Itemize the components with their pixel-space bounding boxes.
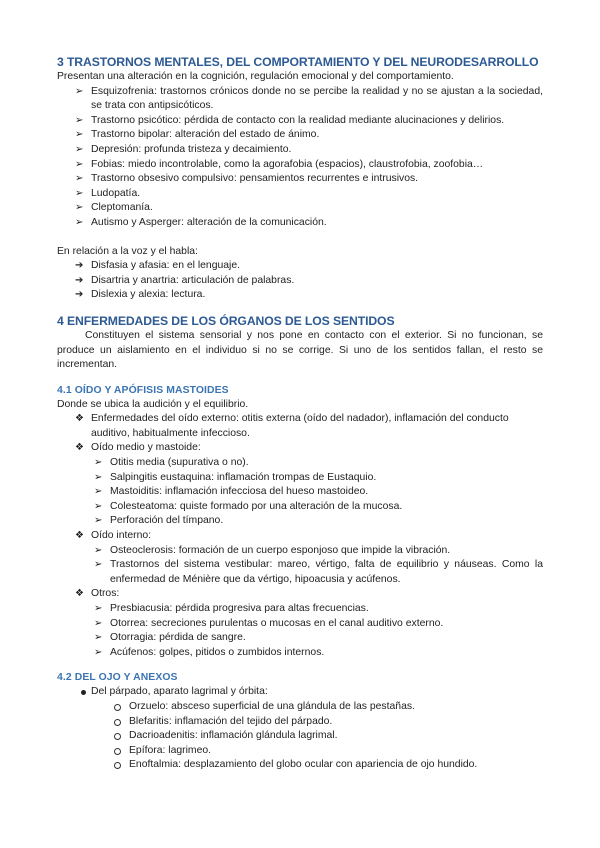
arrowhead-bullet-icon: ➢ [94,486,103,498]
arrow-bullet-icon: ➔ [75,260,84,272]
arrow-bullet-icon: ➔ [75,289,84,301]
list-item: ➢ Osteoclerosis: formación de un cuerpo esponjoso que impide la vibración. [57,544,543,559]
list-item: ➢ Otitis media (supurativa o no). [57,456,543,471]
list-item: ❖ Enfermedades del oído externo: otitis externa (oído del nadador), inflamación del conducto auditivo, habitualmente infeccioso. [75,413,509,439]
arrowhead-bullet-icon: ➢ [75,114,84,126]
arrowhead-bullet-icon: ➢ [94,471,103,483]
arrowhead-bullet-icon: ➢ [94,646,103,658]
list-item: ➢ Fobias: miedo incontrolable, como la agorafobia (espacios), claustrofobia, zoofobia… [57,158,543,173]
arrowhead-bullet-icon: ➢ [75,173,84,185]
arrowhead-bullet-icon: ➢ [94,515,103,527]
arrowhead-bullet-icon: ➢ [75,129,84,141]
section-4-2-heading: 4.2 DEL OJO Y ANEXOS [57,672,178,684]
dot-bullet-icon [81,690,86,695]
list-item: ➢ Autismo y Asperger: alteración de la comunicación. [57,216,543,231]
arrowhead-bullet-icon: ➢ [94,603,103,614]
section-4-1-heading: 4.1 OÍDO Y APÓFISIS MASTOIDES [57,384,229,396]
list-item: ➢ Cleptomanía. [57,201,543,216]
list-item: ➢ Trastorno obsesivo compulsivo: pensamientos recurrentes e intrusivos. [57,172,543,187]
list-item: ➢ Presbiacusia: pérdida progresiva para altas frecuencias. [57,602,543,617]
voice-speech-list [57,259,543,303]
list-item: ➔ Dislexia y alexia: lectura. [57,288,543,303]
arrowhead-bullet-icon: ➢ [75,143,84,155]
section-4-1-intro: Donde se ubica la audición y el equilibrio. [57,398,249,410]
list-item: Orzuelo: absceso superficial de una glándula de las pestañas. [57,700,543,715]
list-item: ➔ Disfasia y afasia: en el lenguaje. [57,259,543,274]
circle-bullet-icon [114,733,121,740]
diamond-bullet-icon: ❖ [75,530,84,542]
list-item: ➢ Ludopatía. [57,187,543,202]
list-item: ➢ Mastoiditis: inflamación infecciosa del hueso mastoideo. [57,485,543,500]
list-item: ➔ Disartria y anartria: articulación de palabras. [57,274,543,289]
list-item: ➢ Trastorno psicótico: pérdida de contacto con la realidad mediante alucinaciones y delirios. [57,114,543,129]
list-item: Blefaritis: inflamación del tejido del párpado. [57,715,543,730]
arrowhead-bullet-icon: ➢ [75,202,84,214]
section-3-intro: Presentan una alteración en la cognición, regulación emocional y del comportamiento. [57,71,454,82]
list-item: ➢ Salpingitis eustaquina: inflamación trompas de Eustaquio. [57,471,543,486]
circle-bullet-icon [114,704,121,711]
list-item: Enoftalmia: desplazamiento del globo ocular con apariencia de ojo hundido. [57,758,543,773]
arrowhead-bullet-icon: ➢ [94,457,103,469]
arrowhead-bullet-icon: ➢ [94,544,103,556]
section-4-heading: 4 ENFERMEDADES DE LOS ÓRGANOS DE LOS SENTIDOS [57,313,395,328]
list-item: ❖ Oído medio y mastoide: [57,441,543,456]
list-item: ➢ Otorragia: pérdida de sangre. [57,631,543,646]
eye-diseases-list [57,685,543,773]
arrowhead-bullet-icon: ➢ [75,187,84,199]
circle-bullet-icon [114,719,121,726]
diamond-bullet-icon: ❖ [75,588,84,600]
list-item: ➢ Otorrea: secreciones purulentas o mucosas en el canal auditivo externo. [57,617,543,632]
arrowhead-bullet-icon: ➢ [75,216,84,228]
list-item: ❖ Otros: [57,587,543,602]
arrow-bullet-icon: ➔ [75,274,84,286]
list-item: ❖ Oído interno: [57,529,543,544]
list-item: Del párpado, aparato lagrimal y órbita: [57,685,543,700]
list-item: ➢ Perforación del tímpano. [57,514,543,529]
list-item: Dacrioadenitis: inflamación glándula lagrimal. [57,729,543,744]
arrowhead-bullet-icon: ➢ [94,632,103,644]
arrowhead-bullet-icon: ➢ [75,85,84,97]
diamond-bullet-icon: ❖ [75,413,84,425]
list-item: Epífora: lagrimeo. [57,744,543,759]
list-item: ➢ Trastorno bipolar: alteración del estado de ánimo. [57,128,543,143]
arrowhead-bullet-icon: ➢ [94,500,103,512]
circle-bullet-icon [114,762,121,769]
circle-bullet-icon [114,748,121,755]
voice-speech-intro: En relación a la voz y el habla: [57,245,198,257]
list-item: ➢ Colesteatoma: quiste formado por una alteración de la mucosa. [57,500,543,515]
arrowhead-bullet-icon: ➢ [94,617,103,629]
list-item: ➢ Depresión: profunda tristeza y decaimiento. [57,143,543,158]
document-content [57,55,543,773]
arrowhead-bullet-icon: ➢ [94,559,103,571]
section-3-heading: 3 TRASTORNOS MENTALES, DEL COMPORTAMIENTO Y DEL NEURODESARROLLO [57,55,539,69]
arrowhead-bullet-icon: ➢ [75,158,84,170]
section-4-intro: Constituyen el sistema sensorial y nos pone en contacto con el exterior. Si no funcionan, se produce un aislamiento en el individuo si no se corrige. Si uno de los sentidos fallan, el resto se incrementan. [57,329,543,371]
list-item: ➢ Esquizofrenia: trastornos crónicos donde no se percibe la realidad y no se ajustan a la sociedad, se trata con antipsicóticos. [75,85,543,112]
diamond-bullet-icon: ❖ [75,442,84,454]
list-item: ➢ Acúfenos: golpes, pitidos o zumbidos internos. [57,646,543,661]
list-item: ➢ Trastornos del sistema vestibular: mareo, vértigo, falta de equilibrio y náuseas. Como la enfermedad de Ménière que da vértigo, hipoacusia y acúfenos. [94,559,543,585]
mental-disorders-list [57,85,543,231]
ear-diseases-list [57,412,543,660]
